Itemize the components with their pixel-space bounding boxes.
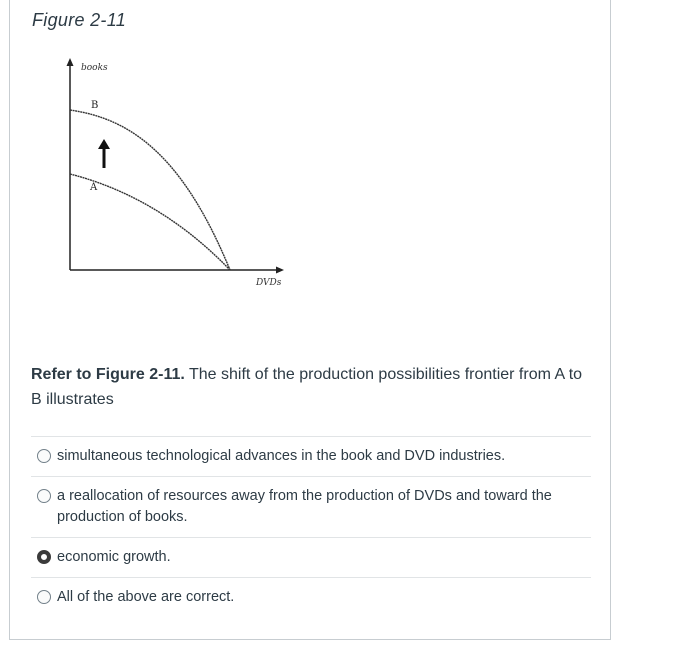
answer-label: simultaneous technological advances in the book and DVD industries.	[57, 448, 506, 464]
y-axis-label: books	[81, 63, 108, 73]
x-axis-label: DVDs	[256, 278, 282, 288]
y-axis-arrow	[67, 58, 74, 66]
answer-option-3[interactable]	[31, 537, 591, 577]
question-text	[31, 362, 596, 412]
figure-title: Figure 2-11	[32, 10, 127, 30]
answer-option-4[interactable]	[31, 577, 591, 617]
ppf-figure	[55, 48, 315, 298]
answer-label: All of the above are correct.	[57, 589, 235, 605]
radio-button-selected[interactable]	[37, 550, 51, 564]
question-body: The shift of the production possibilities frontier from A to B illustrates	[31, 366, 583, 408]
answer-label: a reallocation of resources away from the production of DVDs and toward the production of books.	[57, 488, 552, 525]
answer-option-2[interactable]	[31, 476, 591, 537]
answer-option-1[interactable]	[31, 436, 591, 476]
answer-label: economic growth.	[57, 549, 171, 565]
radio-button[interactable]	[37, 590, 51, 604]
shift-arrow-icon	[98, 139, 110, 168]
radio-button[interactable]	[37, 449, 51, 463]
question-card	[9, 0, 611, 640]
x-axis-arrow	[276, 267, 284, 274]
answer-list	[31, 436, 591, 617]
question-reference: Refer to Figure 2-11.	[31, 366, 185, 383]
curve-a-label: A	[90, 182, 98, 193]
curve-b-label: B	[91, 100, 99, 111]
radio-button[interactable]	[37, 489, 51, 503]
